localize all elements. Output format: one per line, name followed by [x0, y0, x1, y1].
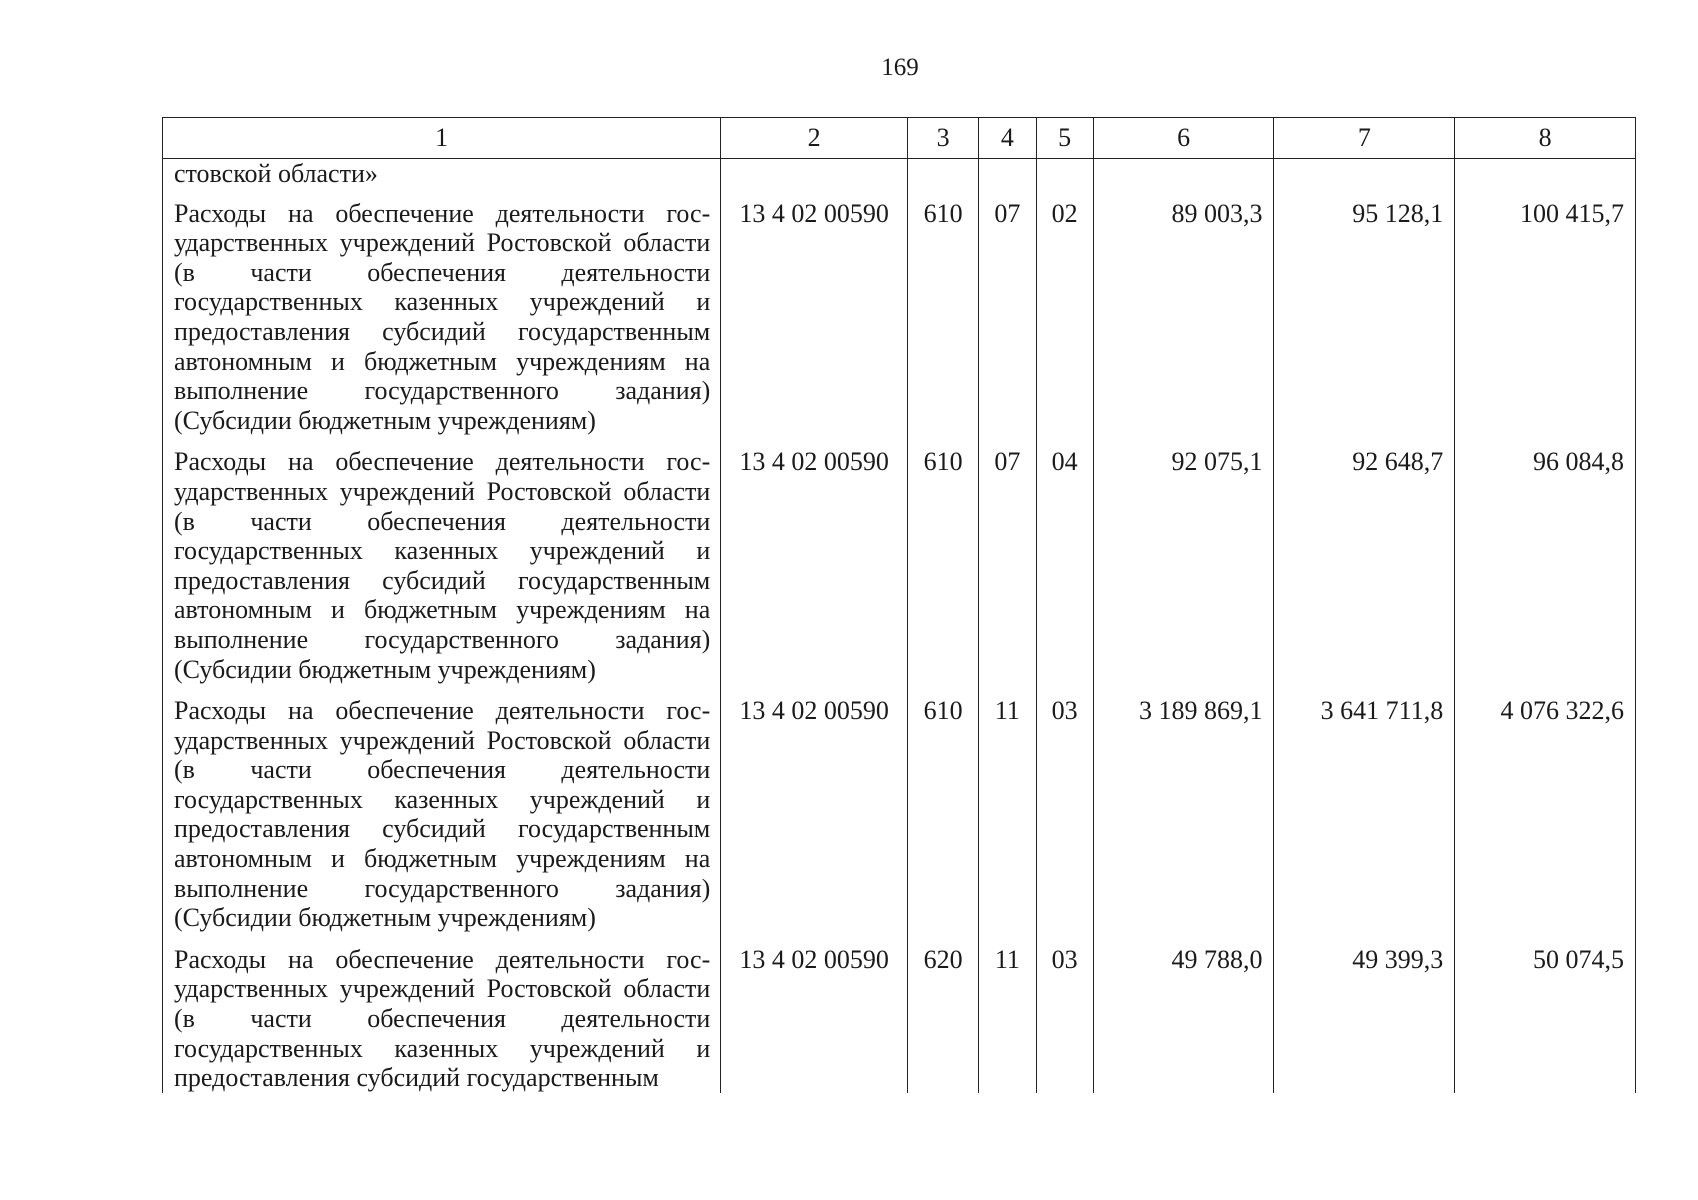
row-description: Расходы на обеспечение деятельности государственных учреждений Ростовской области (в части обеспечения деятельности государственных казенных учреждений и предоставления субсидий государственным автономным и бюджетным учреждениям на выполнение государственного задания) (Субсидии бюджетным учреждениям)	[163, 199, 721, 448]
row-target-code: 13 4 02 00590	[721, 199, 908, 448]
table-row	[163, 696, 1636, 945]
row-subsection: 03	[1036, 945, 1093, 1093]
row-amount-col7: 92 648,7	[1274, 447, 1455, 696]
row-section: 11	[979, 945, 1036, 1093]
row-subsection: 03	[1036, 696, 1093, 945]
continuation-text: стовской области»	[163, 159, 721, 199]
column-header: 4	[979, 118, 1036, 159]
budget-table	[162, 117, 1636, 1093]
table-header-row	[163, 118, 1636, 159]
row-amount-col7: 49 399,3	[1274, 945, 1455, 1093]
row-section: 11	[979, 696, 1036, 945]
row-target-code: 13 4 02 00590	[721, 696, 908, 945]
table-row	[163, 199, 1636, 448]
row-amount-col8: 96 084,8	[1455, 447, 1636, 696]
row-amount-col7: 3 641 711,8	[1274, 696, 1455, 945]
row-amount-col6: 89 003,3	[1093, 199, 1274, 448]
row-amount-col6: 49 788,0	[1093, 945, 1274, 1093]
row-amount-col6: 3 189 869,1	[1093, 696, 1274, 945]
row-amount-col6: 92 075,1	[1093, 447, 1274, 696]
row-expense-type: 610	[908, 696, 979, 945]
column-header: 8	[1455, 118, 1636, 159]
row-section: 07	[979, 199, 1036, 448]
row-description: Расходы на обеспечение деятельности государственных учреждений Ростовской области (в части обеспечения деятельности государственных казенных учреждений и предоставления субсидий государственным	[163, 945, 721, 1093]
row-expense-type: 610	[908, 199, 979, 448]
row-expense-type: 610	[908, 447, 979, 696]
row-subsection: 02	[1036, 199, 1093, 448]
continuation-row	[163, 159, 1636, 199]
row-amount-col8: 4 076 322,6	[1455, 696, 1636, 945]
column-header: 1	[163, 118, 721, 159]
row-description: Расходы на обеспечение деятельности государственных учреждений Ростовской области (в части обеспечения деятельности государственных казенных учреждений и предоставления субсидий государственным автономным и бюджетным учреждениям на выполнение государственного задания) (Субсидии бюджетным учреждениям)	[163, 696, 721, 945]
page-number: 169	[881, 54, 919, 81]
row-amount-col8: 50 074,5	[1455, 945, 1636, 1093]
row-expense-type: 620	[908, 945, 979, 1093]
row-description: Расходы на обеспечение деятельности государственных учреждений Ростовской области (в части обеспечения деятельности государственных казенных учреждений и предоставления субсидий государственным автономным и бюджетным учреждениям на выполнение государственного задания) (Субсидии бюджетным учреждениям)	[163, 447, 721, 696]
column-header: 7	[1274, 118, 1455, 159]
column-header: 2	[721, 118, 908, 159]
column-header: 5	[1036, 118, 1093, 159]
row-target-code: 13 4 02 00590	[721, 447, 908, 696]
row-target-code: 13 4 02 00590	[721, 945, 908, 1093]
table-row	[163, 447, 1636, 696]
row-section: 07	[979, 447, 1036, 696]
column-header: 6	[1093, 118, 1274, 159]
table-row	[163, 945, 1636, 1093]
row-amount-col8: 100 415,7	[1455, 199, 1636, 448]
row-subsection: 04	[1036, 447, 1093, 696]
row-amount-col7: 95 128,1	[1274, 199, 1455, 448]
column-header: 3	[908, 118, 979, 159]
